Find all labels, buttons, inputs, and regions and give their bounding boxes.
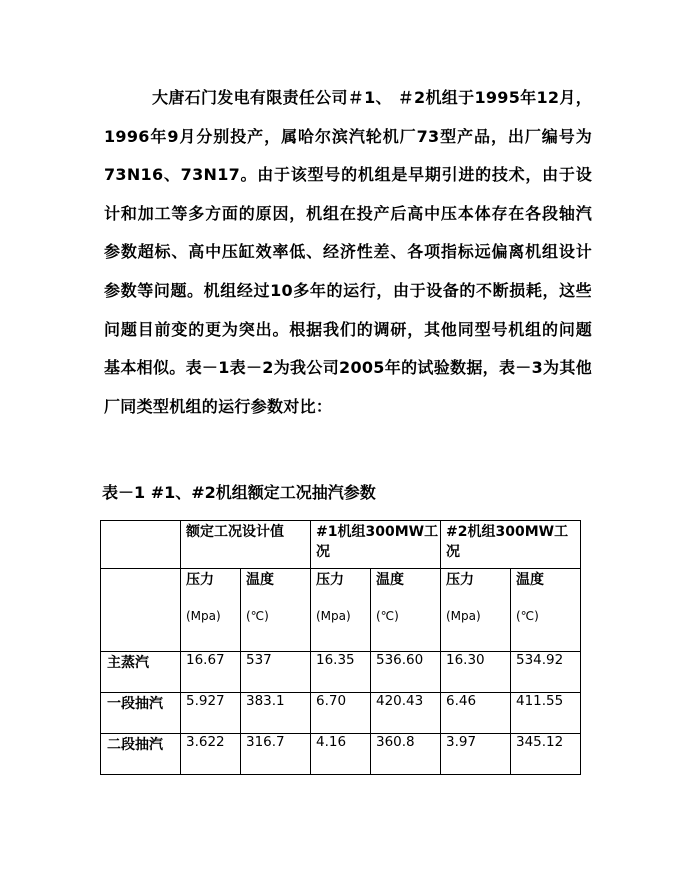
subheader-unit: (Mpa) (446, 609, 481, 623)
table-cell: 316.7 (241, 734, 311, 775)
table-cell: 16.67 (181, 652, 241, 693)
subheader-unit: (℃) (376, 609, 399, 623)
table-cell: 16.35 (311, 652, 371, 693)
table-row-first-extraction (101, 693, 581, 734)
group-header-design: 额定工况设计值 (181, 521, 311, 569)
table-cell: 5.927 (181, 693, 241, 734)
subheader-cell (441, 569, 511, 652)
table-corner-cell (101, 521, 181, 569)
table-cell: 537 (241, 652, 311, 693)
table-cell: 3.622 (181, 734, 241, 775)
table-cell: 345.12 (511, 734, 581, 775)
table-header-row (101, 521, 581, 569)
subheader-unit: (Mpa) (186, 609, 221, 623)
subheader-cell (181, 569, 241, 652)
table-row-main-steam (101, 652, 581, 693)
table-cell: 534.92 (511, 652, 581, 693)
table-caption: 表－1 #1、#2机组额定工况抽汽参数 (102, 483, 376, 502)
table-cell: 6.46 (441, 693, 511, 734)
subheader-unit: (℃) (516, 609, 539, 623)
subheader-cell (311, 569, 371, 652)
subheader-unit: (Mpa) (316, 609, 351, 623)
subheader-cell (511, 569, 581, 652)
table-cell: 420.43 (371, 693, 441, 734)
group-header-unit2: #2机组300MW工况 (441, 521, 581, 569)
row-label: 一段抽汽 (101, 693, 181, 734)
body-paragraph: 大唐石门发电有限责任公司＃1、 ＃2机组于1995年12月，1996年9月分别投产，属哈尔滨汽轮机厂73型产品，出厂编号为73N16、73N17。由于该型号的机组是早期引进的技术，由于设计和加工等多方面的原因，机组在投产后高中压本体存在各段轴汽参数超标、高中压缸效率低、经济性差、各项指标远偏离机组设计参数等问题。机组经过10多年的运行，由于设备的不断损耗，这些问题目前变的更为突出。根据我们的调研，其他同型号机组的问题基本相似。表－1表－2为我公司2005年的试验数据，表－3为其他厂同类型机组的运行参数对比： (104, 88, 592, 416)
table-subheader-empty-cell (101, 569, 181, 652)
table-cell: 383.1 (241, 693, 311, 734)
subheader-cell (241, 569, 311, 652)
row-label: 主蒸汽 (101, 652, 181, 693)
table-cell: 360.8 (371, 734, 441, 775)
table-subheader-row (101, 569, 581, 652)
row-label: 二段抽汽 (101, 734, 181, 775)
subheader-label: 温度 (516, 572, 544, 588)
subheader-unit: (℃) (246, 609, 269, 623)
table-cell: 536.60 (371, 652, 441, 693)
table-row-second-extraction (101, 734, 581, 775)
subheader-cell (371, 569, 441, 652)
table-cell: 3.97 (441, 734, 511, 775)
subheader-label: 压力 (186, 572, 214, 588)
subheader-label: 压力 (446, 572, 474, 588)
table-cell: 411.55 (511, 693, 581, 734)
table-cell: 16.30 (441, 652, 511, 693)
extraction-parameters-table (100, 520, 581, 775)
group-header-unit1: #1机组300MW工况 (311, 521, 441, 569)
subheader-label: 压力 (316, 572, 344, 588)
subheader-label: 温度 (376, 572, 404, 588)
table-cell: 6.70 (311, 693, 371, 734)
table-cell: 4.16 (311, 734, 371, 775)
subheader-label: 温度 (246, 572, 274, 588)
